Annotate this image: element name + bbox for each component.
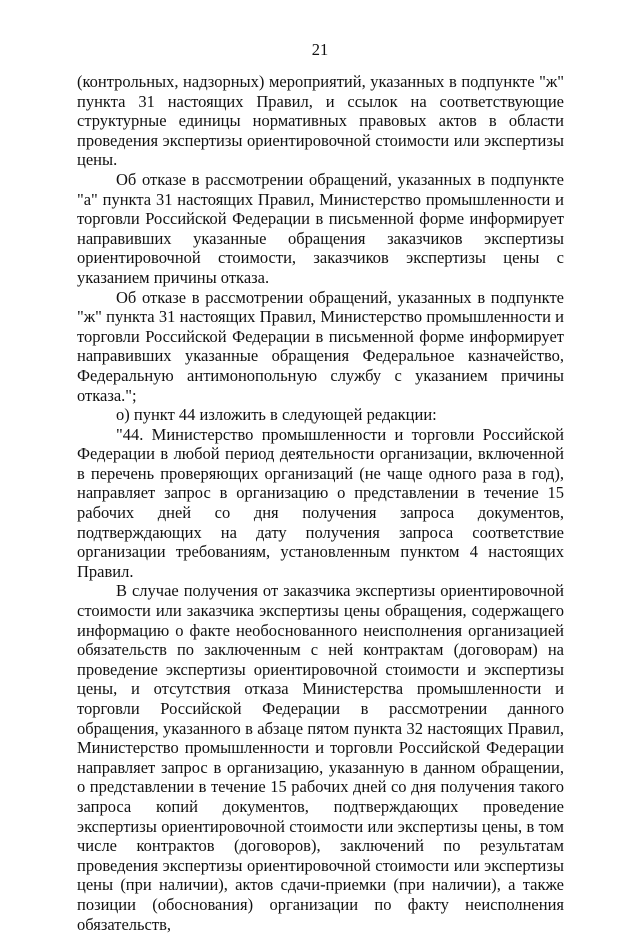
page-number: 21	[311, 40, 329, 59]
document-body	[77, 72, 564, 934]
paragraph-4: о) пункт 44 изложить в следующей редакции:	[116, 405, 437, 425]
paragraph-2: Об отказе в рассмотрении обращений, указанных в подпункте "а" пункта 31 настоящих Правил, Министерство промышленности и торговли Российской Федерации в письменной форме информирует направивших указанные обращения заказчиков экспертизы ориентировочной стоимости, заказчиков экспертизы цены с указанием причины отказа.	[77, 169, 564, 287]
paragraph-5: "44. Министерство промышленности и торговли Российской Федерации в любой период деятельности организации, включенной в перечень проверяющих организаций (не чаще одного раза в год), направляет запрос в организацию о представлении в течение 15 рабочих дней со дня получения запроса документов, подтверждающих на дату получения запроса соответствие организации требованиям, установленным пунктом 4 настоящих Правил.	[77, 424, 564, 581]
paragraph-3: Об отказе в рассмотрении обращений, указанных в подпункте "ж" пункта 31 настоящих Правил, Министерство промышленности и торговли Российской Федерации в письменной форме информирует направивших указанные обращения Федеральное казначейство, Федеральную антимонопольную службу с указанием причины отказа.";	[77, 287, 564, 405]
paragraph-1: (контрольных, надзорных) мероприятий, указанных в подпункте "ж" пункта 31 настоящих Правил, и ссылок на соответствующие структурные единицы нормативных правовых актов в области проведения экспертизы ориентировочной стоимости или экспертизы цены.	[77, 72, 564, 170]
paragraph-6: В случае получения от заказчика экспертизы ориентировочной стоимости или заказчика экспертизы цены обращения, содержащего информацию о факте необоснованного неисполнения организацией обязательств по заключенным с ней контрактам (договорам) на проведение экспертизы ориентировочной стоимости и экспертизы цены, и отсутствия отказа Министерства промышленности и торговли Российской Федерации в рассмотрении данного обращения, указанного в абзаце пятом пункта 32 настоящих Правил, Министерство промышленности и торговли Российской Федерации направляет запрос в организацию, указанную в данном обращении, о представлении в течение 15 рабочих дней со дня получения такого запроса копий документов, подтверждающих проведение экспертизы ориентировочной стоимости или экспертизы цены, в том числе контрактов (договоров), заключений по результатам проведения экспертизы ориентировочной стоимости или экспертизы цены (при наличии), актов сдачи-приемки (при наличии), а также позиции (обоснования) организации по факту неисполнения обязательств,	[77, 581, 564, 934]
